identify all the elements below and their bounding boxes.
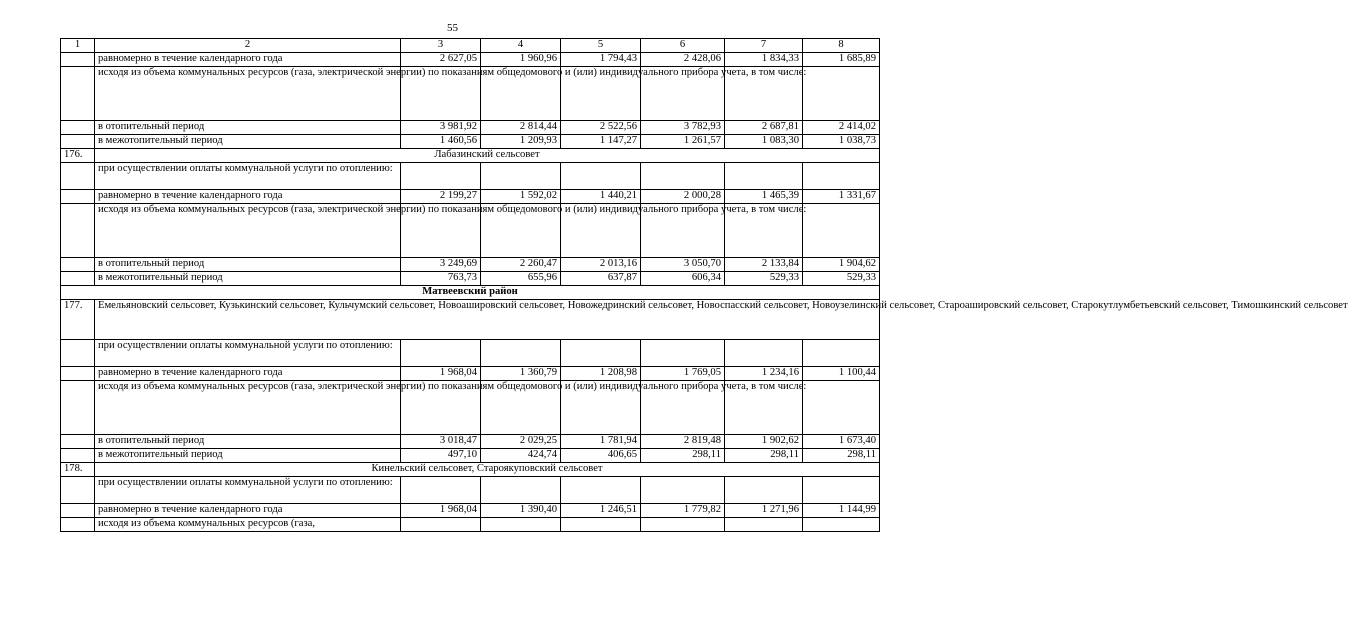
- column-header: 4: [481, 39, 561, 53]
- column-header: 7: [725, 39, 803, 53]
- row-index-cell: [61, 121, 95, 135]
- value-cell: 1 100,44: [803, 367, 880, 381]
- value-cell: 2 819,48: [641, 435, 725, 449]
- row-index-cell: [61, 258, 95, 272]
- table-row: [61, 518, 880, 532]
- table-row: [61, 121, 880, 135]
- value-cell: [803, 518, 880, 532]
- value-cell: [401, 163, 481, 190]
- row-label: в отопительный период: [95, 258, 401, 272]
- value-cell: 655,96: [481, 272, 561, 286]
- column-header: 3: [401, 39, 481, 53]
- section-index: 178.: [61, 463, 95, 477]
- column-header: 5: [561, 39, 641, 53]
- value-cell: 3 018,47: [401, 435, 481, 449]
- value-cell: 2 414,02: [803, 121, 880, 135]
- row-index-cell: [61, 381, 95, 435]
- value-cell: 1 147,27: [561, 135, 641, 149]
- row-label: исходя из объема коммунальных ресурсов (газа, электрической энергии) по показаниям общедомового и (или) индивидуального прибора учета, в том числе:: [95, 204, 401, 258]
- value-cell: 298,11: [641, 449, 725, 463]
- value-cell: 1 261,57: [641, 135, 725, 149]
- value-cell: [803, 67, 880, 121]
- value-cell: 1 794,43: [561, 53, 641, 67]
- value-cell: [803, 477, 880, 504]
- row-index-cell: [61, 504, 95, 518]
- value-cell: 529,33: [803, 272, 880, 286]
- value-cell: 1 360,79: [481, 367, 561, 381]
- value-cell: 1 779,82: [641, 504, 725, 518]
- row-label: исходя из объема коммунальных ресурсов (газа, электрической энергии) по показаниям общедомового и (или) индивидуального прибора учета, в том числе:: [95, 381, 401, 435]
- table-row: [61, 163, 880, 190]
- value-cell: 3 782,93: [641, 121, 725, 135]
- table-row: [61, 435, 880, 449]
- row-index-cell: [61, 163, 95, 190]
- row-index-cell: [61, 477, 95, 504]
- table-row: [61, 504, 880, 518]
- value-cell: 763,73: [401, 272, 481, 286]
- section-index: 176.: [61, 149, 95, 163]
- table-row: [61, 381, 880, 435]
- table-row: [61, 449, 880, 463]
- row-label: в отопительный период: [95, 121, 401, 135]
- value-cell: 2 428,06: [641, 53, 725, 67]
- value-cell: 2 000,28: [641, 190, 725, 204]
- section-title: Кинельский сельсовет, Староякуповский сельсовет: [95, 463, 880, 477]
- value-cell: 1 460,56: [401, 135, 481, 149]
- value-cell: [641, 477, 725, 504]
- row-index-cell: [61, 135, 95, 149]
- value-cell: [481, 340, 561, 367]
- row-label: в отопительный период: [95, 435, 401, 449]
- column-header-row: [61, 39, 880, 53]
- row-label: исходя из объема коммунальных ресурсов (газа, электрической энергии) по показаниям общедомового и (или) индивидуального прибора учета, в том числе:: [95, 67, 401, 121]
- value-cell: [561, 518, 641, 532]
- value-cell: 1 465,39: [725, 190, 803, 204]
- value-cell: [803, 163, 880, 190]
- value-cell: 2 814,44: [481, 121, 561, 135]
- row-label: равномерно в течение календарного года: [95, 53, 401, 67]
- value-cell: 1 331,67: [803, 190, 880, 204]
- value-cell: 1 234,16: [725, 367, 803, 381]
- value-cell: 1 781,94: [561, 435, 641, 449]
- value-cell: 2 687,81: [725, 121, 803, 135]
- value-cell: 2 627,05: [401, 53, 481, 67]
- value-cell: [401, 518, 481, 532]
- value-cell: 1 673,40: [803, 435, 880, 449]
- row-label: равномерно в течение календарного года: [95, 504, 401, 518]
- column-header: 1: [61, 39, 95, 53]
- column-header: 6: [641, 39, 725, 53]
- table-row: [61, 367, 880, 381]
- value-cell: 298,11: [725, 449, 803, 463]
- table-row: [61, 135, 880, 149]
- row-index-cell: [61, 340, 95, 367]
- value-cell: 529,33: [725, 272, 803, 286]
- value-cell: [725, 340, 803, 367]
- value-cell: 424,74: [481, 449, 561, 463]
- value-cell: 1 440,21: [561, 190, 641, 204]
- table-row: [61, 53, 880, 67]
- value-cell: 1 271,96: [725, 504, 803, 518]
- row-index-cell: [61, 272, 95, 286]
- value-cell: 1 769,05: [641, 367, 725, 381]
- district-row: [61, 286, 880, 300]
- value-cell: 1 208,98: [561, 367, 641, 381]
- section-row: [61, 463, 880, 477]
- value-cell: 1 968,04: [401, 367, 481, 381]
- value-cell: 606,34: [641, 272, 725, 286]
- value-cell: 1 960,96: [481, 53, 561, 67]
- value-cell: 2 133,84: [725, 258, 803, 272]
- table-row: [61, 204, 880, 258]
- row-label: при осуществлении оплаты коммунальной услуги по отоплению:: [95, 163, 401, 190]
- row-label: равномерно в течение календарного года: [95, 190, 401, 204]
- table-row: [61, 258, 880, 272]
- section-title: Лабазинский сельсовет: [95, 149, 880, 163]
- value-cell: 2 013,16: [561, 258, 641, 272]
- value-cell: 1 083,30: [725, 135, 803, 149]
- value-cell: 3 249,69: [401, 258, 481, 272]
- value-cell: 1 902,62: [725, 435, 803, 449]
- row-index-cell: [61, 518, 95, 532]
- row-index-cell: [61, 204, 95, 258]
- row-label: исходя из объема коммунальных ресурсов (газа,: [95, 518, 401, 532]
- value-cell: [725, 163, 803, 190]
- value-cell: [725, 518, 803, 532]
- value-cell: [401, 477, 481, 504]
- table-row: [61, 340, 880, 367]
- value-cell: [641, 340, 725, 367]
- table-row: [61, 67, 880, 121]
- section-row: [61, 300, 880, 340]
- value-cell: 1 904,62: [803, 258, 880, 272]
- value-cell: [481, 518, 561, 532]
- value-cell: [481, 163, 561, 190]
- value-cell: 637,87: [561, 272, 641, 286]
- value-cell: [561, 163, 641, 190]
- section-index: 177.: [61, 300, 95, 340]
- value-cell: 1 038,73: [803, 135, 880, 149]
- value-cell: 1 685,89: [803, 53, 880, 67]
- value-cell: 1 592,02: [481, 190, 561, 204]
- table-row: [61, 190, 880, 204]
- value-cell: [803, 381, 880, 435]
- value-cell: 1 834,33: [725, 53, 803, 67]
- row-label: при осуществлении оплаты коммунальной услуги по отоплению:: [95, 477, 401, 504]
- row-index-cell: [61, 53, 95, 67]
- row-label: в межотопительный период: [95, 272, 401, 286]
- column-header: 2: [95, 39, 401, 53]
- value-cell: 298,11: [803, 449, 880, 463]
- value-cell: 2 199,27: [401, 190, 481, 204]
- value-cell: 497,10: [401, 449, 481, 463]
- value-cell: [725, 477, 803, 504]
- row-index-cell: [61, 449, 95, 463]
- tariff-table: [60, 38, 1348, 532]
- value-cell: [561, 340, 641, 367]
- row-index-cell: [61, 67, 95, 121]
- value-cell: 1 144,99: [803, 504, 880, 518]
- column-header: 8: [803, 39, 880, 53]
- table-row: [61, 272, 880, 286]
- value-cell: 2 522,56: [561, 121, 641, 135]
- value-cell: 2 260,47: [481, 258, 561, 272]
- value-cell: 3 981,92: [401, 121, 481, 135]
- value-cell: 406,65: [561, 449, 641, 463]
- value-cell: 1 209,93: [481, 135, 561, 149]
- row-index-cell: [61, 190, 95, 204]
- value-cell: [803, 340, 880, 367]
- value-cell: 2 029,25: [481, 435, 561, 449]
- district-title: Матвеевский район: [61, 286, 880, 300]
- value-cell: [401, 340, 481, 367]
- row-label: в межотопительный период: [95, 449, 401, 463]
- section-title: Емельяновский сельсовет, Кузькинский сельсовет, Кульчумский сельсовет, Новоаширoвский сельсовет, Новожедринский сельсовет, Новоспасский сельсовет, Новоузелинский сельсовет, Староаширoвский сельсовет, Старокутлумбетьевский сельсовет, Тимошкинский сельсовет: [95, 300, 880, 340]
- row-index-cell: [61, 435, 95, 449]
- value-cell: [803, 204, 880, 258]
- row-index-cell: [61, 367, 95, 381]
- value-cell: [641, 518, 725, 532]
- value-cell: [641, 163, 725, 190]
- value-cell: 1 390,40: [481, 504, 561, 518]
- value-cell: [561, 477, 641, 504]
- row-label: в межотопительный период: [95, 135, 401, 149]
- row-label: равномерно в течение календарного года: [95, 367, 401, 381]
- value-cell: 1 968,04: [401, 504, 481, 518]
- section-row: [61, 149, 880, 163]
- page-number: 55: [447, 22, 458, 34]
- value-cell: 3 050,70: [641, 258, 725, 272]
- table-row: [61, 477, 880, 504]
- value-cell: [481, 477, 561, 504]
- row-label: при осуществлении оплаты коммунальной услуги по отоплению:: [95, 340, 401, 367]
- value-cell: 1 246,51: [561, 504, 641, 518]
